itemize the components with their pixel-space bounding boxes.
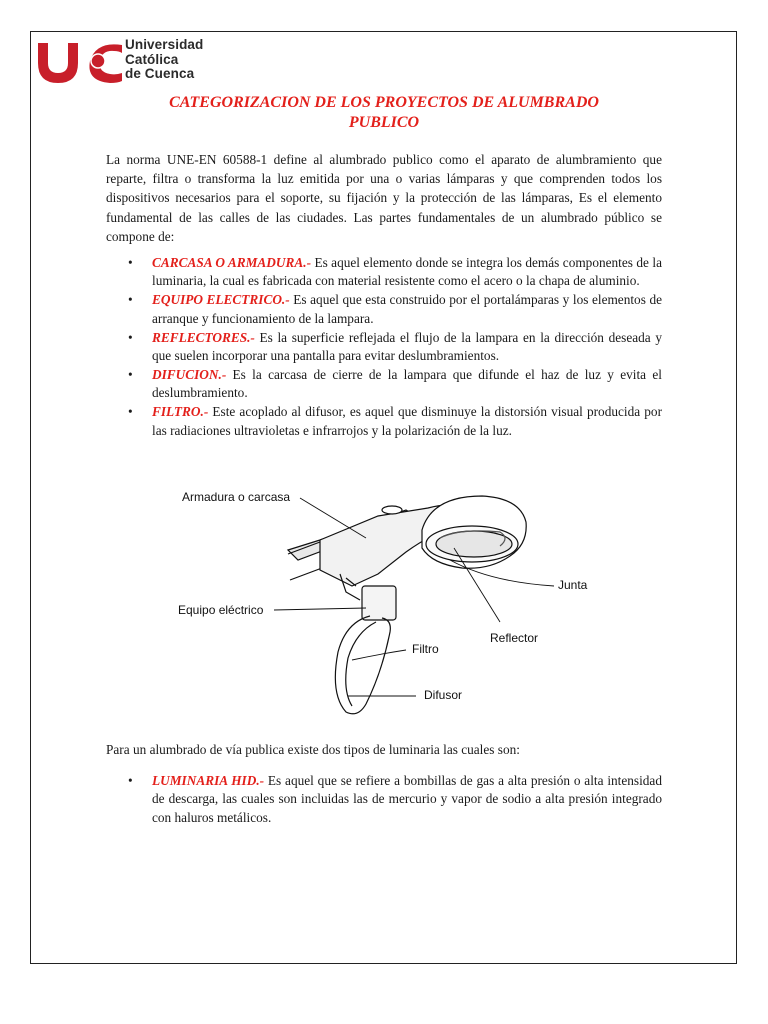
list-term: EQUIPO ELECTRICO.- [152,292,290,308]
list-term: FILTRO.- [152,404,209,420]
list-item [106,291,662,328]
housing-knob [382,506,402,514]
bullet-icon: • [128,329,133,345]
label-equipo: Equipo eléctrico [178,603,264,617]
list-item [106,772,662,827]
bullet-icon: • [128,292,133,308]
electrical-box [362,586,396,620]
list-term: LUMINARIA HID.- [152,773,265,788]
label-junta: Junta [558,578,588,592]
luminaire-drawing [170,482,610,722]
label-reflector: Reflector [490,631,539,645]
logo-line-2: Católica [125,51,179,67]
logo-globe-icon [91,54,105,68]
list-text: Es aquel que se refiere a bombillas de gas a alta presión o alta intensidad de descarga, las cuales son incluidas las de mercurio y vapor de sodio a alta presión integrado con haluros metálicos. [152,773,662,825]
types-intro-paragraph: Para un alumbrado de vía publica existe dos tipos de luminaria las cuales son: [106,742,520,757]
diffuser-frame [335,616,390,714]
list-item [106,366,662,403]
logo-line-3: de Cuenca [125,66,195,81]
leader-filtro [352,650,406,660]
label-filtro: Filtro [412,642,439,656]
list-text: Es aquel elemento donde se integra los demás componentes de la luminaria, la cual es fabricada con material resistente como el acero o la chapa de aluminio. [152,255,662,289]
list-term: REFLECTORES.- [152,329,255,345]
intro-paragraph: La norma UNE-EN 60588-1 define al alumbrado publico como el aparato de alumbramiento que reparte, filtra o transforma la luz emitida por una o varias lámparas y que comprenden todos los dispositivos necesarios para el soporte, su fijación y la protección de las lámparas, Es el elemento fundamental de las calles de las ciudades. Las partes fundamentales de un alumbrado público se compone de: [106,152,662,244]
list-text: Es la superficie reflejada el flujo de la lampara en la dirección deseada y que suelen incorporar una pantalla para evitar deslumbramientos. [152,329,662,364]
logo-line-1: Universidad [125,37,204,52]
list-item [106,329,662,366]
leader-armadura [300,498,366,538]
logo-flame-icon [54,49,59,63]
leader-equipo [274,608,366,610]
list-text: Es la carcasa de cierre de la lampara que difunde el haz de luz y evita el deslumbramiento. [152,366,662,401]
list-term: DIFUCION.- [152,366,227,382]
bullet-icon: • [128,366,133,382]
bullet-icon: • [128,404,133,420]
list-text: Este acoplado al difusor, es aquel que disminuye la distorsión visual producida por las radiaciones ultravioletas e infrarrojos y la polarización de la luz. [152,404,662,438]
list-item [106,254,662,291]
title-line-2: PUBLICO [348,114,420,131]
title-line-1: CATEGORIZACION DE LOS PROYECTOS DE ALUMBRADO [169,94,599,111]
list-text: Es aquel que esta construido por el portalámparas y los elementos de arranque y funcionamiento de la lampara. [152,292,663,326]
luminaire-diagram [170,482,610,722]
bullet-icon: • [128,773,133,788]
page-title [104,93,664,133]
list-item [106,403,662,440]
bullet-icon: • [128,255,133,270]
types-list [106,772,662,828]
label-difusor: Difusor [424,688,463,702]
university-name [125,38,203,82]
label-armadura: Armadura o carcasa [182,490,291,504]
logo-u-shape [38,43,78,83]
list-term: CARCASA O ARMADURA.- [152,255,311,270]
parts-list [106,254,662,441]
